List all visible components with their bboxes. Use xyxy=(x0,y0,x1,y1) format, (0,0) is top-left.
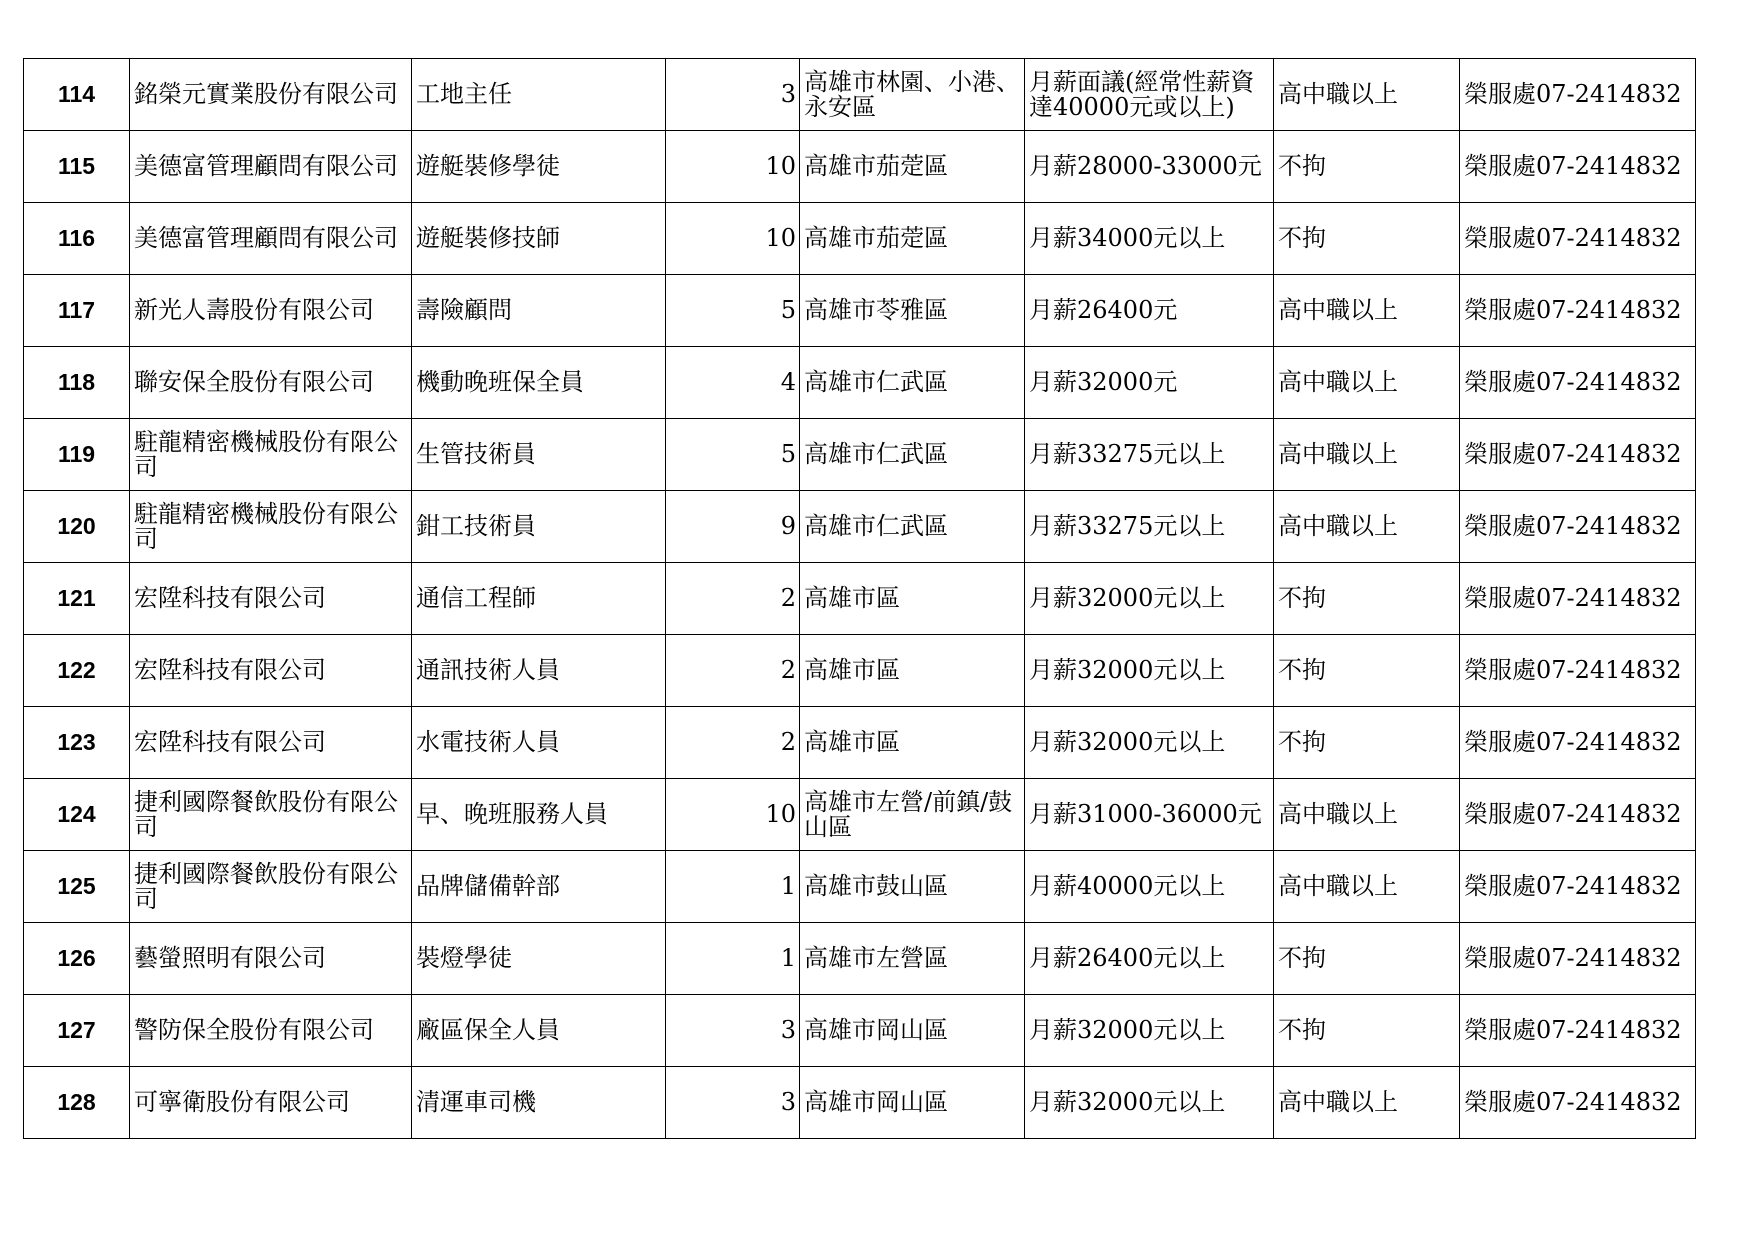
table-row xyxy=(24,923,1696,995)
company-name: 捷利國際餐飲股份有限公司 xyxy=(130,851,412,923)
job-title: 工地主任 xyxy=(412,59,666,131)
salary: 月薪32000元 xyxy=(1025,347,1274,419)
job-title: 品牌儲備幹部 xyxy=(412,851,666,923)
company-name: 美德富管理顧問有限公司 xyxy=(130,203,412,275)
openings-count: 3 xyxy=(666,995,800,1067)
company-name: 美德富管理顧問有限公司 xyxy=(130,131,412,203)
table-body xyxy=(24,59,1696,1139)
contact-info: 榮服處07-2414832 xyxy=(1460,347,1696,419)
contact-info: 榮服處07-2414832 xyxy=(1460,419,1696,491)
work-location: 高雄市左營/前鎮/鼓山區 xyxy=(800,779,1025,851)
salary: 月薪33275元以上 xyxy=(1025,419,1274,491)
openings-count: 1 xyxy=(666,851,800,923)
company-name: 駐龍精密機械股份有限公司 xyxy=(130,491,412,563)
education-requirement: 高中職以上 xyxy=(1274,851,1460,923)
table-row xyxy=(24,419,1696,491)
work-location: 高雄市林園、小港、永安區 xyxy=(800,59,1025,131)
salary: 月薪32000元以上 xyxy=(1025,995,1274,1067)
job-title: 壽險顧問 xyxy=(412,275,666,347)
contact-info: 榮服處07-2414832 xyxy=(1460,59,1696,131)
table-row xyxy=(24,491,1696,563)
education-requirement: 高中職以上 xyxy=(1274,347,1460,419)
salary: 月薪面議(經常性薪資達40000元或以上) xyxy=(1025,59,1274,131)
job-title: 鉗工技術員 xyxy=(412,491,666,563)
company-name: 駐龍精密機械股份有限公司 xyxy=(130,419,412,491)
company-name: 新光人壽股份有限公司 xyxy=(130,275,412,347)
work-location: 高雄市茄萣區 xyxy=(800,131,1025,203)
work-location: 高雄市區 xyxy=(800,635,1025,707)
job-listing-table xyxy=(23,58,1696,1139)
contact-info: 榮服處07-2414832 xyxy=(1460,707,1696,779)
education-requirement: 不拘 xyxy=(1274,707,1460,779)
salary: 月薪28000-33000元 xyxy=(1025,131,1274,203)
row-number: 122 xyxy=(24,635,130,707)
table-row xyxy=(24,203,1696,275)
openings-count: 10 xyxy=(666,779,800,851)
salary: 月薪26400元 xyxy=(1025,275,1274,347)
job-title: 早、晚班服務人員 xyxy=(412,779,666,851)
openings-count: 1 xyxy=(666,923,800,995)
education-requirement: 不拘 xyxy=(1274,203,1460,275)
salary: 月薪34000元以上 xyxy=(1025,203,1274,275)
openings-count: 2 xyxy=(666,563,800,635)
row-number: 127 xyxy=(24,995,130,1067)
openings-count: 9 xyxy=(666,491,800,563)
work-location: 高雄市區 xyxy=(800,563,1025,635)
contact-info: 榮服處07-2414832 xyxy=(1460,851,1696,923)
table-row xyxy=(24,275,1696,347)
openings-count: 3 xyxy=(666,59,800,131)
contact-info: 榮服處07-2414832 xyxy=(1460,491,1696,563)
salary: 月薪32000元以上 xyxy=(1025,635,1274,707)
row-number: 126 xyxy=(24,923,130,995)
education-requirement: 高中職以上 xyxy=(1274,491,1460,563)
row-number: 125 xyxy=(24,851,130,923)
company-name: 宏陞科技有限公司 xyxy=(130,635,412,707)
job-title: 通訊技術人員 xyxy=(412,635,666,707)
job-title: 機動晚班保全員 xyxy=(412,347,666,419)
work-location: 高雄市鼓山區 xyxy=(800,851,1025,923)
job-title: 水電技術人員 xyxy=(412,707,666,779)
education-requirement: 高中職以上 xyxy=(1274,1067,1460,1139)
openings-count: 5 xyxy=(666,275,800,347)
education-requirement: 不拘 xyxy=(1274,131,1460,203)
contact-info: 榮服處07-2414832 xyxy=(1460,131,1696,203)
job-title: 裝燈學徒 xyxy=(412,923,666,995)
education-requirement: 高中職以上 xyxy=(1274,779,1460,851)
table-row xyxy=(24,635,1696,707)
contact-info: 榮服處07-2414832 xyxy=(1460,275,1696,347)
salary: 月薪40000元以上 xyxy=(1025,851,1274,923)
row-number: 120 xyxy=(24,491,130,563)
salary: 月薪32000元以上 xyxy=(1025,707,1274,779)
openings-count: 3 xyxy=(666,1067,800,1139)
salary: 月薪32000元以上 xyxy=(1025,1067,1274,1139)
job-title: 通信工程師 xyxy=(412,563,666,635)
row-number: 123 xyxy=(24,707,130,779)
contact-info: 榮服處07-2414832 xyxy=(1460,563,1696,635)
contact-info: 榮服處07-2414832 xyxy=(1460,923,1696,995)
work-location: 高雄市岡山區 xyxy=(800,1067,1025,1139)
work-location: 高雄市仁武區 xyxy=(800,347,1025,419)
table-row xyxy=(24,707,1696,779)
table-row xyxy=(24,779,1696,851)
row-number: 115 xyxy=(24,131,130,203)
company-name: 可寧衛股份有限公司 xyxy=(130,1067,412,1139)
row-number: 116 xyxy=(24,203,130,275)
openings-count: 5 xyxy=(666,419,800,491)
education-requirement: 不拘 xyxy=(1274,995,1460,1067)
table-row xyxy=(24,131,1696,203)
work-location: 高雄市岡山區 xyxy=(800,995,1025,1067)
job-title: 清運車司機 xyxy=(412,1067,666,1139)
row-number: 119 xyxy=(24,419,130,491)
company-name: 宏陞科技有限公司 xyxy=(130,707,412,779)
table-row xyxy=(24,995,1696,1067)
table-row xyxy=(24,1067,1696,1139)
contact-info: 榮服處07-2414832 xyxy=(1460,995,1696,1067)
company-name: 宏陞科技有限公司 xyxy=(130,563,412,635)
openings-count: 10 xyxy=(666,131,800,203)
salary: 月薪26400元以上 xyxy=(1025,923,1274,995)
table-row xyxy=(24,851,1696,923)
education-requirement: 高中職以上 xyxy=(1274,419,1460,491)
job-title: 廠區保全人員 xyxy=(412,995,666,1067)
row-number: 114 xyxy=(24,59,130,131)
work-location: 高雄市仁武區 xyxy=(800,419,1025,491)
row-number: 124 xyxy=(24,779,130,851)
education-requirement: 不拘 xyxy=(1274,563,1460,635)
row-number: 118 xyxy=(24,347,130,419)
work-location: 高雄市仁武區 xyxy=(800,491,1025,563)
work-location: 高雄市區 xyxy=(800,707,1025,779)
education-requirement: 不拘 xyxy=(1274,923,1460,995)
contact-info: 榮服處07-2414832 xyxy=(1460,203,1696,275)
company-name: 銘榮元實業股份有限公司 xyxy=(130,59,412,131)
table-row xyxy=(24,59,1696,131)
row-number: 128 xyxy=(24,1067,130,1139)
education-requirement: 高中職以上 xyxy=(1274,275,1460,347)
company-name: 聯安保全股份有限公司 xyxy=(130,347,412,419)
work-location: 高雄市茄萣區 xyxy=(800,203,1025,275)
table-row xyxy=(24,563,1696,635)
job-title: 遊艇裝修學徒 xyxy=(412,131,666,203)
openings-count: 4 xyxy=(666,347,800,419)
job-title: 生管技術員 xyxy=(412,419,666,491)
table-row xyxy=(24,347,1696,419)
education-requirement: 高中職以上 xyxy=(1274,59,1460,131)
openings-count: 2 xyxy=(666,635,800,707)
contact-info: 榮服處07-2414832 xyxy=(1460,779,1696,851)
openings-count: 10 xyxy=(666,203,800,275)
contact-info: 榮服處07-2414832 xyxy=(1460,1067,1696,1139)
salary: 月薪32000元以上 xyxy=(1025,563,1274,635)
salary: 月薪33275元以上 xyxy=(1025,491,1274,563)
salary: 月薪31000-36000元 xyxy=(1025,779,1274,851)
row-number: 117 xyxy=(24,275,130,347)
company-name: 捷利國際餐飲股份有限公司 xyxy=(130,779,412,851)
row-number: 121 xyxy=(24,563,130,635)
openings-count: 2 xyxy=(666,707,800,779)
education-requirement: 不拘 xyxy=(1274,635,1460,707)
company-name: 警防保全股份有限公司 xyxy=(130,995,412,1067)
work-location: 高雄市左營區 xyxy=(800,923,1025,995)
company-name: 藝螢照明有限公司 xyxy=(130,923,412,995)
job-title: 遊艇裝修技師 xyxy=(412,203,666,275)
work-location: 高雄市苓雅區 xyxy=(800,275,1025,347)
contact-info: 榮服處07-2414832 xyxy=(1460,635,1696,707)
